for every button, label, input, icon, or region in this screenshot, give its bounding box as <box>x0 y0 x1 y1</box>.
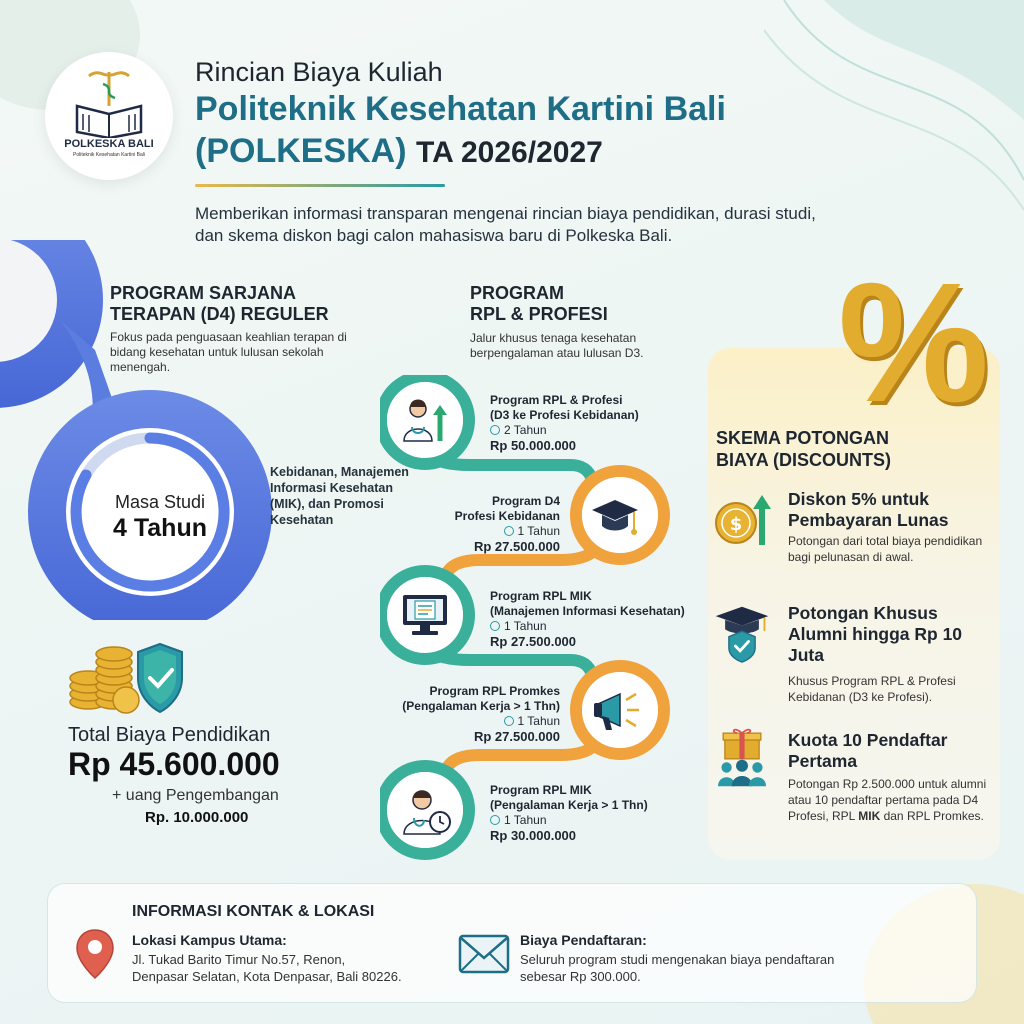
rpl-program-2-name1: Program D4 <box>491 494 560 508</box>
rpl-program-2-fee: Rp 27.500.000 <box>473 539 560 554</box>
discount-1-text: Potongan dari total biaya pendidikan bagi pelunasan di awal. <box>788 534 983 564</box>
discount-title-line2: BIAYA (DISCOUNTS) <box>716 450 892 470</box>
rpl-program-2-duration-row <box>420 524 560 539</box>
rpl-program-2-duration: 1 Tahun <box>517 524 560 538</box>
graduation-cap-icon <box>590 496 640 538</box>
rpl-program-4 <box>380 684 560 744</box>
discount-2-heading: Potongan Khusus Alumni hingga Rp 10 Juta <box>788 603 963 665</box>
study-duration-value: 4 Tahun <box>113 514 207 542</box>
location-address-line1: Jl. Tukad Barito Timur No.57, Renon, <box>132 952 346 967</box>
discount-2-text: Khusus Program RPL & Profesi Kebidanan (D3 ke Profesi). <box>788 674 956 704</box>
rpl-program-3-name2: (Manajemen Informasi Kesehatan) <box>490 604 685 618</box>
rpl-program-1-duration: 2 Tahun <box>504 423 547 437</box>
intro-text: Memberikan informasi transparan mengenai rincian biaya pendidikan, durasi studi, dan skema diskon bagi calon mahasiswa baru di Polkeska Bali. <box>195 204 816 245</box>
registration-fee-text <box>520 951 834 985</box>
rpl-program-3 <box>490 589 685 649</box>
rpl-program-2-name2: Profesi Kebidanan <box>454 509 560 523</box>
clock-icon <box>490 425 500 435</box>
rpl-program-1-name2: (D3 ke Profesi Kebidanan) <box>490 408 639 422</box>
contact-title: INFORMASI KONTAK & LOKASI <box>132 903 375 920</box>
alumni-cap-shield-icon <box>712 603 772 663</box>
rpl-program-5-duration: 1 Tahun <box>504 813 547 827</box>
location-address <box>132 951 402 985</box>
clock-icon <box>504 716 514 726</box>
total-cost-label: Total Biaya Pendidikan <box>68 724 271 746</box>
logo-name: POLKESKA BALI <box>64 138 154 150</box>
computer-document-icon <box>400 592 450 638</box>
page-subtitle: Rincian Biaya Kuliah <box>195 57 443 87</box>
location-pin-icon <box>75 928 115 980</box>
rpl-program-1 <box>490 393 639 453</box>
d4-description: Fokus pada penguasaan keahlian terapan di bidang kesehatan untuk lulusan sekolah menengah. <box>110 330 347 374</box>
rpl-program-1-name1: Program RPL & Profesi <box>490 393 623 407</box>
rpl-program-1-duration-row <box>490 423 639 438</box>
rpl-program-4-duration-row <box>380 714 560 729</box>
registration-fee-line1: Seluruh program studi mengenakan biaya pendaftaran <box>520 952 835 967</box>
dollar-coin-arrow-icon <box>712 487 772 547</box>
development-fee-value: Rp. 10.000.000 <box>145 809 249 826</box>
health-worker-clock-icon <box>400 786 452 836</box>
clock-icon <box>490 621 500 631</box>
discount-3-text-pre: Potongan Rp 2.500.000 untuk alumni atau 10 pendaftar pertama pada D4 Profesi, RPL <box>788 777 987 823</box>
development-fee-label: + uang Pengembangan <box>112 787 279 804</box>
page-title <box>195 88 915 174</box>
registration-fee-label: Biaya Pendaftaran: <box>520 932 647 948</box>
logo-subtitle: Politeknik Kesehatan Kartini Bali <box>73 152 145 158</box>
registration-fee-line2: sebesar Rp 300.000. <box>520 969 641 984</box>
rpl-program-3-duration-row <box>490 619 685 634</box>
discount-1-heading: Diskon 5% untuk Pembayaran Lunas <box>788 489 949 530</box>
location-label: Lokasi Kampus Utama: <box>132 932 287 948</box>
clock-icon <box>490 815 500 825</box>
rpl-program-4-name2: (Pengalaman Kerja > 1 Thn) <box>402 699 560 713</box>
rpl-program-4-fee: Rp 27.500.000 <box>473 729 560 744</box>
rpl-title-line2: RPL & PROFESI <box>470 304 608 324</box>
discount-3-text <box>788 776 988 824</box>
discount-3-heading: Kuota 10 Pendaftar Pertama <box>788 730 948 771</box>
rpl-program-5-fee: Rp 30.000.000 <box>490 828 577 843</box>
rpl-program-5-name2: (Pengalaman Kerja > 1 Thn) <box>490 798 648 812</box>
rpl-program-3-fee: Rp 27.500.000 <box>490 634 577 649</box>
percent-symbol: % <box>838 248 990 438</box>
rpl-program-4-name1: Program RPL Promkes <box>429 684 560 698</box>
rpl-program-3-duration: 1 Tahun <box>504 619 547 633</box>
page-title-line2: (POLKESKA) <box>195 132 407 170</box>
rpl-description: Jalur khusus tenaga kesehatan berpengalaman atau lulusan D3. <box>470 331 644 360</box>
clock-icon <box>504 526 514 536</box>
location-address-line2: Denpasar Selatan, Kota Denpasar, Bali 80226. <box>132 969 402 984</box>
midwife-growth-icon <box>400 395 450 445</box>
d4-program-list: Kebidanan, Manajemen Informasi Kesehatan (MIK), dan Promosi Kesehatan <box>270 465 409 527</box>
rpl-title-line1: PROGRAM <box>470 283 564 303</box>
d4-title-line1: PROGRAM SARJANA <box>110 283 297 303</box>
academic-year: TA 2026/2027 <box>416 136 603 169</box>
page-title-line1: Politeknik Kesehatan Kartini Bali <box>195 90 726 128</box>
discount-title <box>716 427 956 471</box>
coins-shield-icon <box>68 640 188 715</box>
d4-program-title <box>110 283 370 325</box>
discount-3-text-post: dan RPL Promkes. <box>880 809 984 823</box>
rpl-program-title <box>470 283 608 325</box>
gift-people-icon <box>712 728 772 788</box>
logo <box>45 52 173 180</box>
page-title-line2-wrap <box>195 130 915 174</box>
rpl-program-5-name1: Program RPL MIK <box>490 783 592 797</box>
rpl-program-1-fee: Rp 50.000.000 <box>490 438 577 453</box>
book-caduceus-icon <box>69 66 149 138</box>
rpl-program-5-duration-row <box>490 813 648 828</box>
rpl-program-3-name1: Program RPL MIK <box>490 589 592 603</box>
total-cost-value: Rp 45.600.000 <box>68 746 280 782</box>
mail-envelope-icon <box>458 934 510 974</box>
discount-title-line1: SKEMA POTONGAN <box>716 428 890 448</box>
svg-text:$: $ <box>729 514 743 535</box>
title-divider <box>195 184 445 187</box>
discount-3-text-bold: MIK <box>858 809 881 823</box>
rpl-program-5 <box>490 783 648 843</box>
rpl-program-2 <box>420 494 560 554</box>
d4-title-line2: TERAPAN (D4) REGULER <box>110 304 329 324</box>
rpl-program-4-duration: 1 Tahun <box>517 714 560 728</box>
megaphone-icon <box>592 688 642 734</box>
study-duration-label: Masa Studi <box>114 492 206 512</box>
